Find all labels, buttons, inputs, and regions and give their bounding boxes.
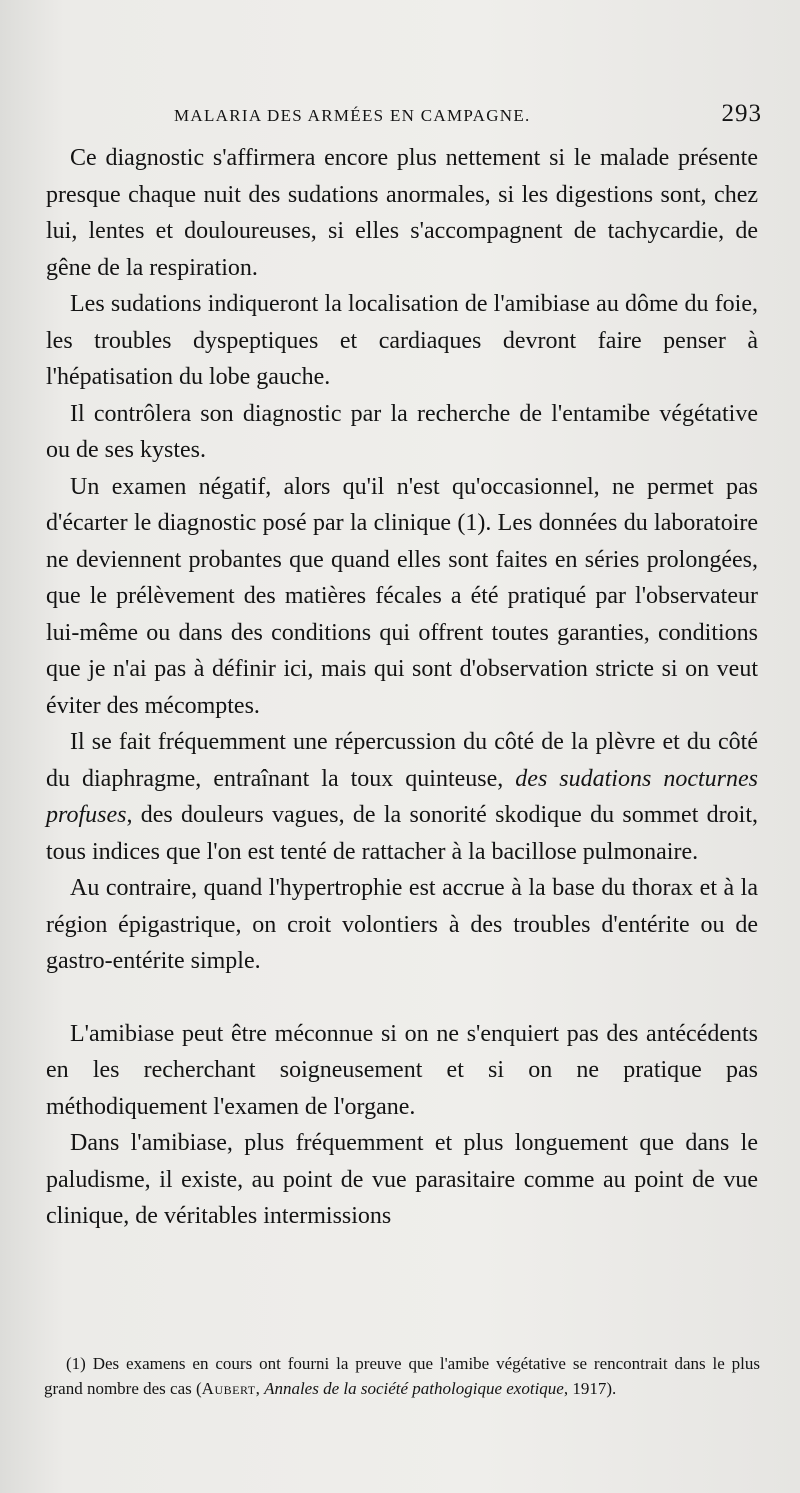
page-number: 293 [721,100,762,127]
running-title: MALARIA DES ARMÉES EN CAMPAGNE. [174,106,531,125]
footnote-author: Aubert [201,1378,256,1398]
footnote-journal: Annales de la société pathologique exotique [264,1378,564,1398]
footnote [44,1352,760,1401]
paragraph-meconnue: L'amibiase peut être méconnue si on ne s'enquiert pas des antécédents en les recherchant soigneusement et si on ne pratique pas méthodiquement l'examen de l'organe. [46,1020,758,1120]
paragraph-sudations: Les sudations indiqueront la localisation de l'amibiase au dôme du foie, les troubles dyspeptiques et cardiaques devront faire penser à l'hépatisation du lobe gauche. [46,291,758,390]
paragraph-repercussion-end: , des douleurs vagues, de la sonorité skodique du sommet droit, tous indices que l'on est tenté de rattacher à la bacillose pulmonaire. [46,802,758,865]
paragraph-hypertrophie: Au contraire, quand l'hypertrophie est accrue à la base du thorax et à la région épigastrique, on croit volontiers à des troubles d'entérite ou de gastro-entérite simple. [46,875,758,974]
paragraph-examen-negatif: Un examen négatif, alors qu'il n'est qu'occasionnel, ne permet pas d'écarter le diagnostic posé par la clinique (1). Les données du laboratoire ne deviennent probantes que quand elles sont faites en séries prolongées, que le prélèvement des matières fécales a été pratiqué par l'observateur lui-même ou dans des conditions qui offrent toutes garanties, conditions que je n'ai pas à définir ici, mais qui sont d'observation stricte si on veut éviter des mécomptes. [46,473,758,719]
footnote-body: (1) Des examens en cours ont fourni la preuve que l'amibe végétative se rencontrait dans le plus grand nombre des cas ( [44,1354,760,1398]
paragraph-intermissions: Dans l'amibiase, plus fréquemment et plus longuement que dans le paludisme, il existe, au point de vue parasitaire comme au point de vue clinique, de véritables intermissions [46,1130,758,1229]
footnote-separator: , [255,1378,265,1398]
paragraph-repercussion-start: Il se fait fréquemment une répercussion du côté de la plèvre et du côté du diaphragme, entraînant la toux quinteuse, [46,729,758,792]
footnote-year: , 1917). [563,1378,617,1398]
running-header [40,100,762,130]
paragraph-repercussion-italic: des sudations nocturnes profuses [46,765,758,828]
body-text [46,140,758,1235]
footnote-text [44,1352,760,1401]
paragraph-repercussion [46,724,758,870]
paragraph-diagnostic: Ce diagnostic s'affirmera encore plus nettement si le malade présente presque chaque nuit des sudations anormales, si les digestions sont, chez lui, lentes et douloureuses, si elles s'accompagnent de tachycardie, de gêne de la respiration. [46,145,758,281]
paragraph-controle: Il contrôlera son diagnostic par la recherche de l'entamibe végétative ou de ses kystes. [46,400,758,463]
